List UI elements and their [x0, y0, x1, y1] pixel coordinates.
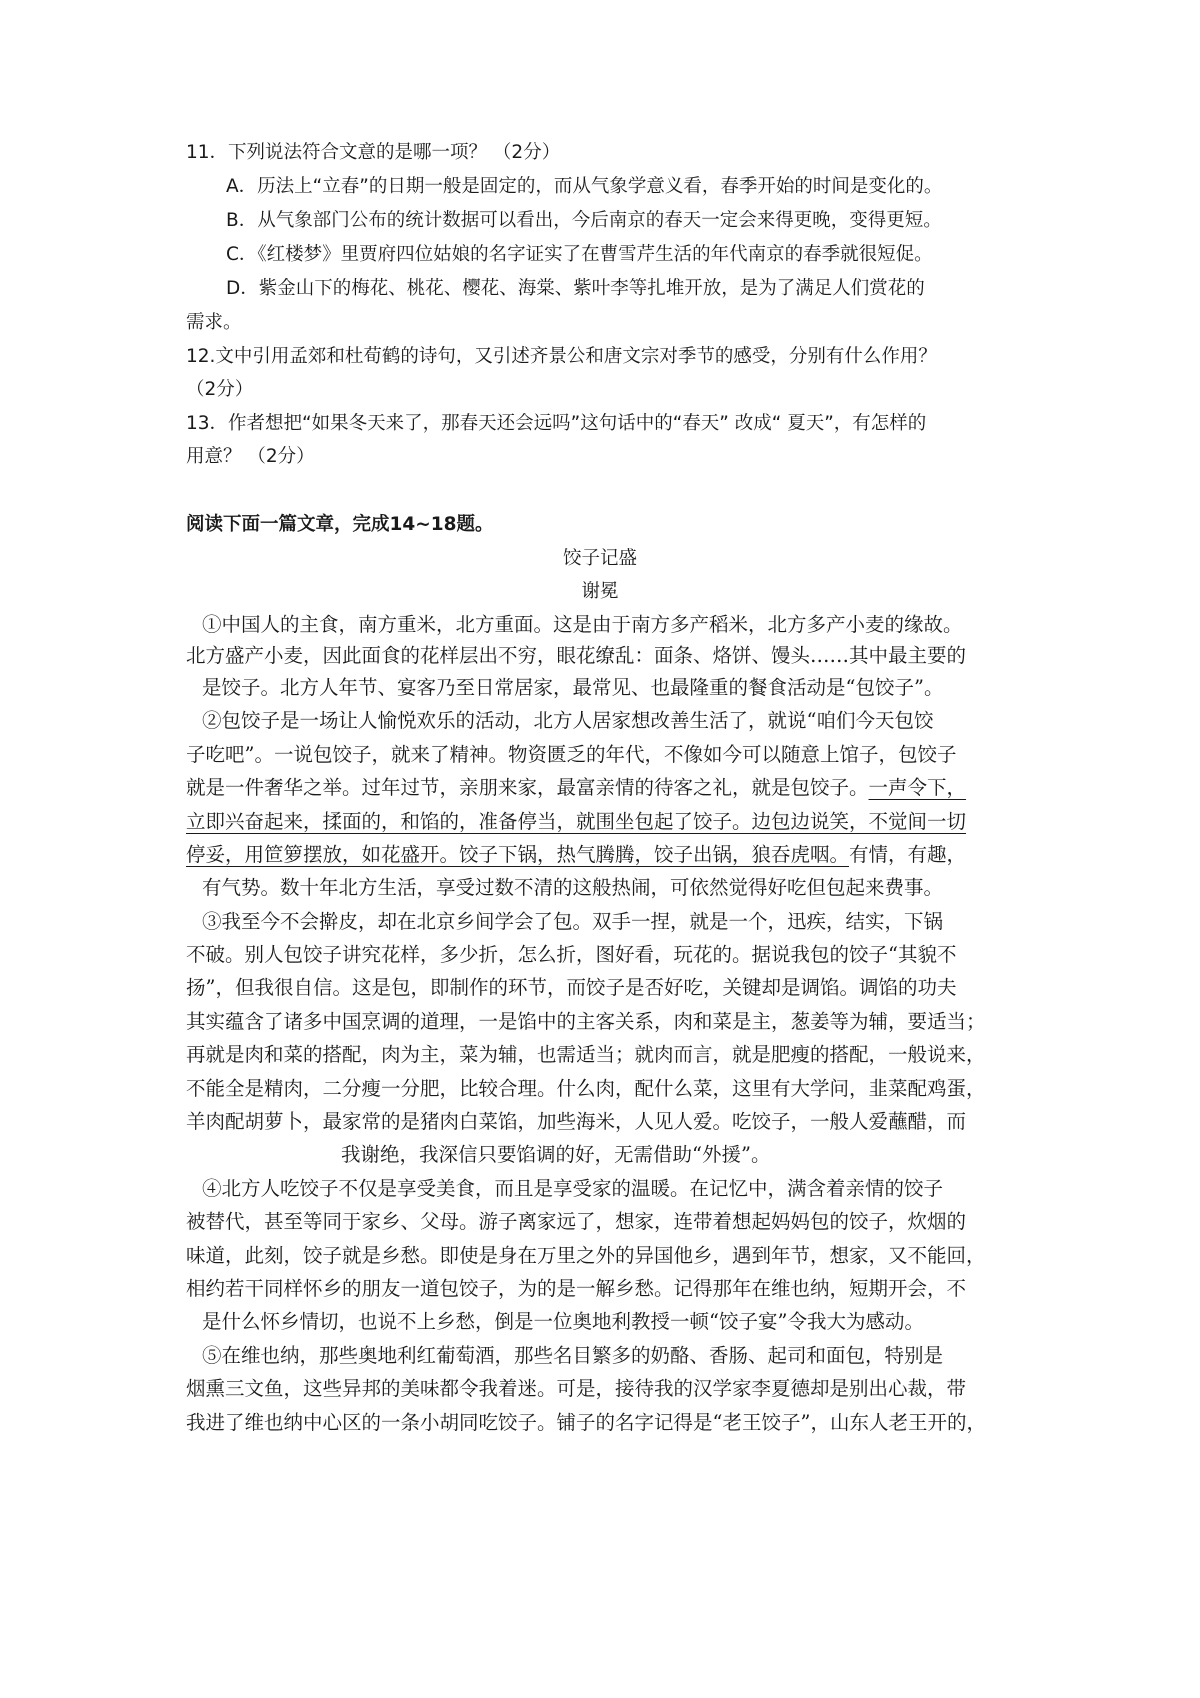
- underlined-passage: 停妥，用笸箩摆放，如花盛开。饺子下锅，热气腾腾，饺子出锅，狼吞虎咽。: [186, 843, 850, 866]
- paragraph-4-line: 是什么怀乡情切，也说不上乡愁，倒是一位奥地利教授一顿“饺子宴”令我大为感动。: [202, 1310, 924, 1333]
- reading-instruction: 阅读下面一篇文章，完成14~18题。: [186, 514, 494, 535]
- paragraph-5-line: 我进了维也纳中心区的一条小胡同吃饺子。铺子的名字记得是“老王饺子”，山东人老王开的，: [186, 1411, 986, 1434]
- paragraph-2-line: 有气势。数十年北方生活，享受过数不清的这般热闹，可依然觉得好吃但包起来费事。: [202, 876, 944, 899]
- paragraph-2-line: ②包饺子是一场让人愉悦欢乐的活动，北方人居家想改善生活了，就说“咱们今天包饺: [202, 709, 934, 732]
- paragraph-3-line: 不能全是精肉，二分瘦一分肥，比较合理。什么肉，配什么菜，这里有大学问，韭菜配鸡蛋，: [186, 1077, 986, 1100]
- paragraph-2-text: 就是一件奢华之举。过年过节，亲朋来家，最富亲情的待客之礼，就是包饺子。: [186, 776, 869, 799]
- article-author: 谢冕: [581, 581, 619, 602]
- question-13-line: 13．作者想把“如果冬天来了，那春天还会远吗”这句话中的“春天” 改成“ 夏天”，有怎样的: [186, 413, 927, 434]
- paragraph-1-line: ①中国人的主食，南方重米，北方重面。这是由于南方多产稻米，北方多产小麦的缘故。: [202, 613, 963, 636]
- question-12-points: （2分）: [186, 379, 254, 400]
- paragraph-3-line: 不破。别人包饺子讲究花样，多少折，怎么折，图好看，玩花的。据说我包的饺子“其貌不: [186, 943, 957, 966]
- paragraph-3-line: 再就是肉和菜的搭配，肉为主，菜为辅，也需适当；就肉而言，就是肥瘦的搭配，一般说来，: [186, 1043, 986, 1066]
- paragraph-4-line: ④北方人吃饺子不仅是享受美食，而且是享受家的温暖。在记忆中，满含着亲情的饺子: [202, 1177, 944, 1200]
- question-11-stem: 11．下列说法符合文意的是哪一项？ （2分）: [186, 142, 561, 163]
- question-11-option-b: B．从气象部门公布的统计数据可以看出，今后南京的春天一定会来得更晚，变得更短。: [226, 210, 942, 231]
- paragraph-1-line: 是饺子。北方人年节、宴客乃至日常居家，最常见、也最隆重的餐食活动是“包饺子”。: [202, 676, 944, 699]
- paragraph-3-line: 我谢绝，我深信只要馅调的好，无需借助“外援”。: [341, 1143, 771, 1166]
- question-11-option-c: C．《红楼梦》里贾府四位姑娘的名字证实了在曹雪芹生活的年代南京的春季就很短促。: [226, 244, 933, 265]
- paragraph-4-line: 相约若干同样怀乡的朋友一道包饺子，为的是一解乡愁。记得那年在维也纳，短期开会，不: [186, 1277, 967, 1300]
- paragraph-3-line: 扬”，但我很自信。这是包，即制作的环节，而饺子是否好吃，关键却是调馅。调馅的功夫: [186, 976, 957, 999]
- article-title: 饺子记盛: [562, 548, 637, 569]
- paragraph-2-line: [186, 841, 966, 869]
- question-11-option-d-cont: 需求。: [186, 312, 242, 333]
- question-12-line: 12.文中引用孟郊和杜荀鹤的诗句，又引述齐景公和唐文宗对季节的感受，分别有什么作用？: [186, 346, 937, 367]
- paragraph-3-line: 羊肉配胡萝卜，最家常的是猪肉白菜馅，加些海米，人见人爱。吃饺子，一般人爱蘸醋，而: [186, 1110, 967, 1133]
- underlined-passage: 立即兴奋起来，揉面的，和馅的，准备停当，就围坐包起了饺子。边包边说笑，不觉间一切: [186, 810, 967, 833]
- paragraph-3-line: 其实蕴含了诸多中国烹调的道理，一是馅中的主客关系，肉和菜是主，葱姜等为辅，要适当；: [186, 1010, 986, 1033]
- paragraph-2-line: 子吃吧”。一说包饺子，就来了精神。物资匮乏的年代，不像如今可以随意上馆子，包饺子: [186, 743, 957, 766]
- paragraph-2-text: 有情，有趣，: [849, 843, 967, 866]
- question-11-option-d: D．紫金山下的梅花、桃花、樱花、海棠、紫叶李等扎堆开放，是为了满足人们赏花的: [226, 278, 925, 299]
- paragraph-3-line: ③我至今不会擀皮，却在北京乡间学会了包。双手一捏，就是一个，迅疾，结实，下锅: [202, 910, 944, 933]
- question-11-option-a: A．历法上“立春”的日期一般是固定的，而从气象学意义看，春季开始的时间是变化的。: [226, 176, 943, 197]
- question-13-line-cont: 用意？ （2分）: [186, 446, 315, 467]
- paragraph-2-line: [186, 808, 966, 836]
- paragraph-2-line: [186, 774, 966, 802]
- paragraph-5-line: 烟熏三文鱼，这些异邦的美味都令我着迷。可是，接待我的汉学家李夏德却是别出心裁，带: [186, 1377, 967, 1400]
- paragraph-5-line: ⑤在维也纳，那些奥地利红葡萄酒，那些名目繁多的奶酪、香肠、起司和面包，特别是: [202, 1344, 944, 1367]
- underlined-passage: 一声令下，: [868, 776, 967, 799]
- paragraph-4-line: 味道，此刻，饺子就是乡愁。即使是身在万里之外的异国他乡，遇到年节，想家，又不能回，: [186, 1244, 986, 1267]
- paragraph-1-line: 北方盛产小麦，因此面食的花样层出不穷，眼花缭乱：面条、烙饼、馒头……其中最主要的: [186, 644, 967, 667]
- paragraph-4-line: 被替代，甚至等同于家乡、父母。游子离家远了，想家，连带着想起妈妈包的饺子，炊烟的: [186, 1210, 967, 1233]
